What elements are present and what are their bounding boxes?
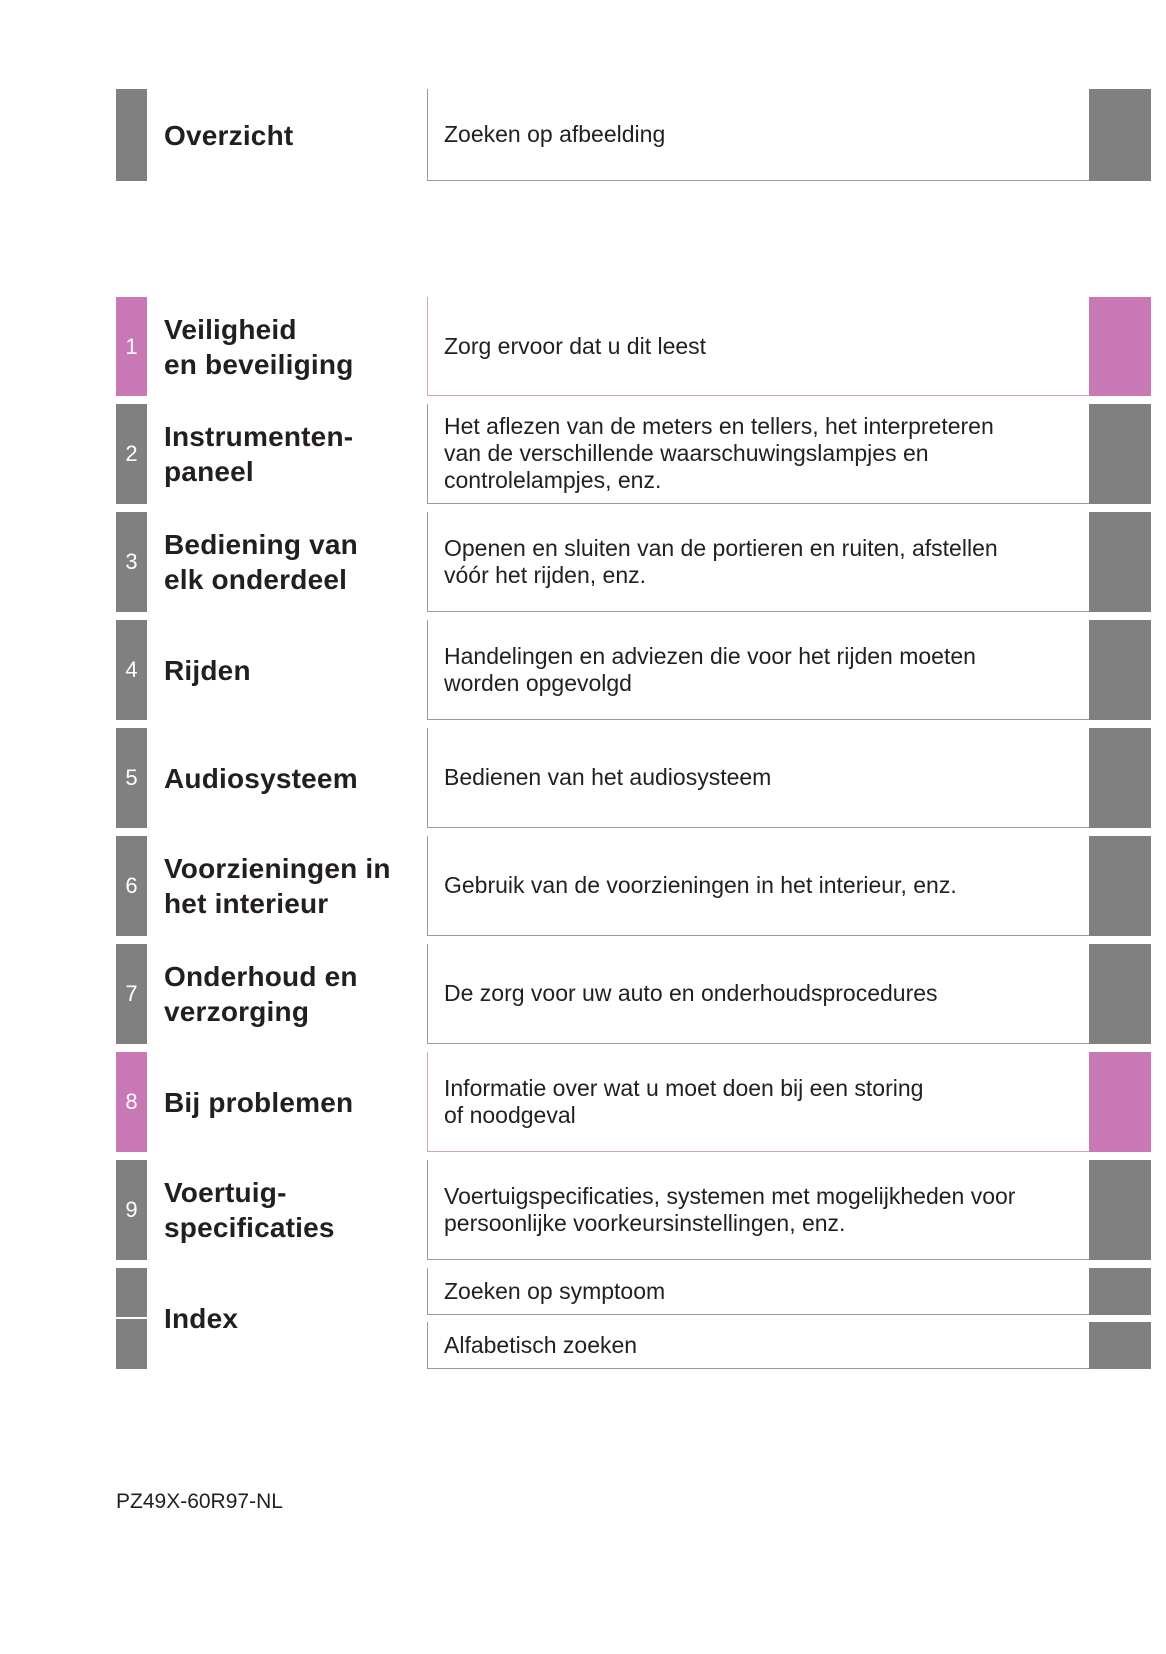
index-title: Index xyxy=(164,1303,239,1334)
chapter-row-1[interactable] xyxy=(0,297,1166,396)
chapter-row-7[interactable] xyxy=(0,944,1166,1044)
overview-title: Overzicht xyxy=(164,119,294,151)
chapter-title: Instrumenten- paneel xyxy=(164,421,354,487)
chapter-description[interactable]: Informatie over wat u moet doen bij een storing of noodgeval xyxy=(427,1052,1089,1152)
chapter-edge-tab xyxy=(1089,297,1151,396)
chapter-row-4[interactable] xyxy=(0,620,1166,720)
chapter-title: Veiligheid en beveiliging xyxy=(164,313,354,380)
overview-edge-tab xyxy=(1089,89,1151,181)
chapter-description[interactable]: Bedienen van het audiosysteem xyxy=(427,728,1089,828)
index-edge-tab-2 xyxy=(1089,1322,1151,1369)
chapter-row-5[interactable] xyxy=(0,728,1166,828)
document-code: PZ49X-60R97-NL xyxy=(116,1490,283,1513)
chapter-title: Voorzieningen in het interieur xyxy=(164,853,391,919)
chapter-edge-tab xyxy=(1089,836,1151,936)
index-row xyxy=(0,1268,1166,1369)
chapter-edge-tab xyxy=(1089,1052,1151,1152)
chapter-edge-tab xyxy=(1089,620,1151,720)
chapter-number-tab: 4 xyxy=(116,620,147,720)
chapter-number-tab: 8 xyxy=(116,1052,147,1152)
chapter-title: Audiosysteem xyxy=(164,762,358,794)
chapter-description[interactable]: Het aflezen van de meters en tellers, het interpreteren van de verschillende waarschuwingslampjes en controlelampjes, enz. xyxy=(427,404,1089,504)
overview-description[interactable]: Zoeken op afbeelding xyxy=(427,89,1089,181)
chapter-description[interactable]: Gebruik van de voorzieningen in het interieur, enz. xyxy=(427,836,1089,936)
chapter-description[interactable]: Handelingen en adviezen die voor het rijden moeten worden opgevolgd xyxy=(427,620,1089,720)
chapter-row-3[interactable] xyxy=(0,512,1166,612)
chapter-row-9[interactable] xyxy=(0,1160,1166,1260)
chapter-description[interactable]: Voertuigspecificaties, systemen met mogelijkheden voor persoonlijke voorkeursinstellingen, enz. xyxy=(427,1160,1089,1260)
chapter-number-tab: 9 xyxy=(116,1160,147,1260)
chapter-number-tab: 7 xyxy=(116,944,147,1044)
chapter-edge-tab xyxy=(1089,1160,1151,1260)
index-tab-divider xyxy=(116,1317,147,1319)
chapter-row-2[interactable] xyxy=(0,404,1166,504)
chapter-description[interactable]: De zorg voor uw auto en onderhoudsprocedures xyxy=(427,944,1089,1044)
chapter-number-tab: 6 xyxy=(116,836,147,936)
chapter-number-tab: 2 xyxy=(116,404,147,504)
chapter-title: Rijden xyxy=(164,654,251,686)
index-tab xyxy=(116,1268,147,1369)
chapter-number-tab: 1 xyxy=(116,297,147,396)
overview-tab xyxy=(116,89,147,181)
chapter-edge-tab xyxy=(1089,944,1151,1044)
chapter-title: Bediening van elk onderdeel xyxy=(164,529,358,595)
chapter-number-tab: 5 xyxy=(116,728,147,828)
chapter-edge-tab xyxy=(1089,512,1151,612)
chapter-row-6[interactable] xyxy=(0,836,1166,936)
chapter-title: Bij problemen xyxy=(164,1086,354,1118)
chapter-edge-tab xyxy=(1089,728,1151,828)
chapter-title: Onderhoud en verzorging xyxy=(164,961,358,1027)
chapter-number-tab: 3 xyxy=(116,512,147,612)
chapter-edge-tab xyxy=(1089,404,1151,504)
overview-row[interactable] xyxy=(0,89,1166,181)
chapter-description[interactable]: Zorg ervoor dat u dit leest xyxy=(427,297,1089,396)
index-edge-tab-1 xyxy=(1089,1268,1151,1315)
chapter-description[interactable]: Openen en sluiten van de portieren en ruiten, afstellen vóór het rijden, enz. xyxy=(427,512,1089,612)
index-item-alphabetical[interactable]: Alfabetisch zoeken xyxy=(427,1322,1089,1369)
chapter-row-8[interactable] xyxy=(0,1052,1166,1152)
chapter-title: Voertuig- specificaties xyxy=(164,1177,335,1243)
index-item-symptom[interactable]: Zoeken op symptoom xyxy=(427,1268,1089,1315)
